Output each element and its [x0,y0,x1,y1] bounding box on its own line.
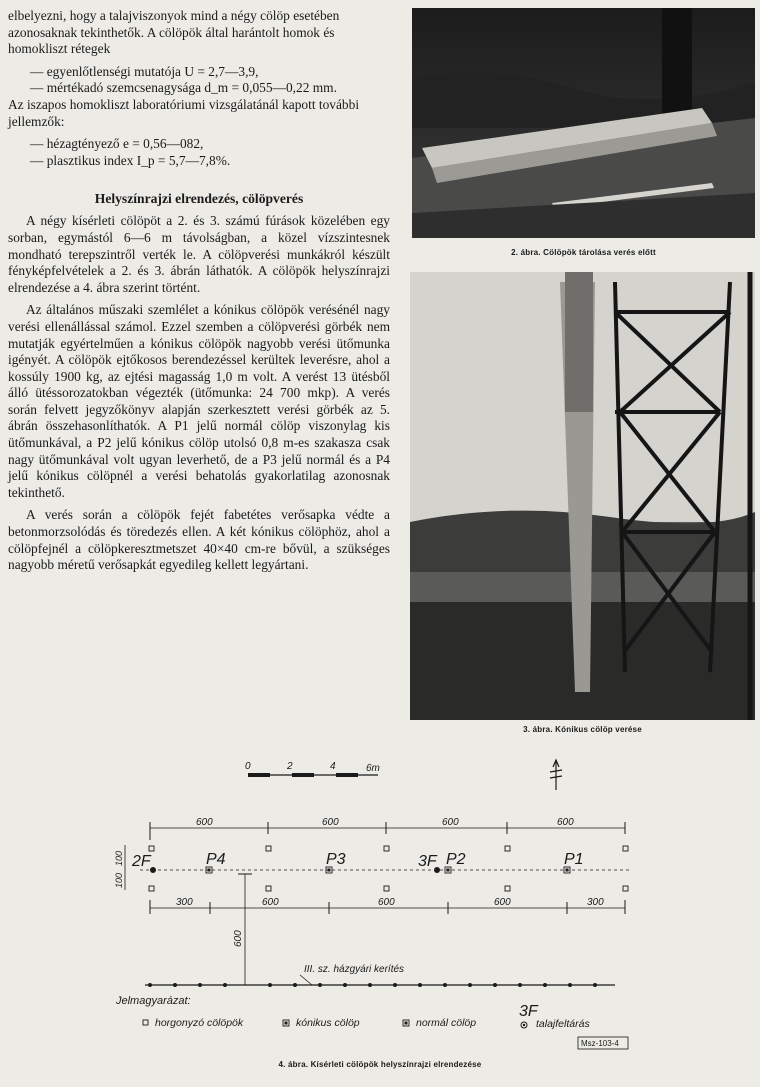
paragraph: A négy kísérleti cölöpöt a 2. és 3. számú fúrások közelében egy sorban, egymástól 6—6 m távolságban, a közel vízszintesnek mondható terepszintről verték le. A cölöpverési munkákról készült fényképfelvételek a 2. és 3. ábrán láthatók. A cölöpök helyszínrajzi elrendezése a 4. ábra szerint történt. [8,213,390,295]
boring-label: 2F [132,853,151,870]
legend-symbol-label: 3F [519,1003,538,1020]
figure-caption: 4. ábra. Kísérleti cölöpök helyszínrajzi elrendezése [278,1060,482,1069]
scale-label: 0 [245,761,251,772]
legend-title: Jelmagyarázat: [116,995,191,1007]
dimension-label: 300 [176,897,193,908]
dimension-label: 600 [557,817,574,828]
dimension-label: 600 [233,930,244,947]
stamp-label: Msz-103-4 [581,1039,619,1048]
list-item: — hézagtényező e = 0,56—082, [30,136,204,152]
north-arrow-icon [550,760,562,790]
paragraph: Az iszapos homokliszt laboratóriumi vizsgálatánál kapott további jellemzők: [8,96,360,129]
list-item: — mértékadó szemcsenagysága d_m = 0,055—0,22 mm. [30,80,337,96]
paragraph: Az általános műszaki szemlélet a kónikus cölöpök verésénél nagy verési ellenállással számol. Ezzel szemben a cölöpverési görbék nem mutatják egyértelműen a kónikus cölöpök nagyobb verési ütőmunka igényét. A cölöpök ejtőkosos berendezéssel kerültek leverésre, ahol a kossúly 1900 kg, az ejtési magasság 1,0 m volt. A verést 13 ütésből álló ütéssorozatokban végezték (ütőmunka: 24 700 mkp). A verés során felvett jegyzőkönyv alapján szerkesztett verési görbék az 5. ábrán összehasonlíthatók. A P1 jelű normál cölöp viszonylag kis ütőmunkával, a P2 jelű kónikus cölöp utolsó 0,8 m-es szakasza csak nagy ütőmunkával volt ugyan leverhető, de a P3 jelű normál és a P4 jelű kónikus cölöpnél a verési behatolás gyakorlatilag azonosnak tekinthető. [8,302,390,500]
photo-pile-storage [412,8,755,238]
pile-label: P2 [446,851,466,868]
dimension-label: 600 [322,817,339,828]
text-column [8,8,390,574]
scale-label: 6m [366,763,380,774]
legend-item: talajfeltárás [536,1018,590,1030]
dimension-label: 600 [196,817,213,828]
legend-item: horgonyzó cölöpök [155,1017,244,1029]
scale-label: 2 [287,761,293,772]
pile-label: P1 [564,851,584,868]
anchor-pile-icon [143,1020,148,1025]
dimension-label: 600 [262,897,279,908]
pile-label: P4 [206,851,226,868]
list-item: — egyenlőtlenségi mutatója U = 2,7—3,9, [30,63,259,79]
figure-caption: 3. ábra. Kónikus cölöp verése [523,725,642,734]
paragraph: A verés során a cölöpök fejét fabetétes verősapka védte a betonmorzsolódás és töredezés ellen. A két kónikus cölöphöz, ahol a cölöpfejnél a cölöpkeresztmetszet 40×40 cm-re bővül, a szükséges nagyobb méretű verősapkát egyedileg kellett legyártani. [8,507,390,573]
dimension-label: 100 [114,850,124,866]
figure-caption: 2. ábra. Cölöpök tárolása verés előtt [511,248,656,257]
site-plan-diagram [0,750,760,1055]
photo-conical-pile-driving [410,272,755,720]
legend-item: kónikus cölöp [296,1017,360,1029]
pile-label: P3 [326,851,346,868]
section-heading: Helyszínrajzi elrendezés, cölöpverés [94,191,304,207]
photo-pile-storage-image [412,8,755,238]
paragraph: elbelyezni, hogy a talajviszonyok mind a négy cölöp esetében azonosaknak tekinthetők. A cölöpök által harántolt homok és homokliszt rétegek [8,8,340,57]
boring-label: 3F [418,853,437,870]
list-item: — plasztikus index I_p = 5,7—7,8%. [30,152,231,168]
scale-label: 4 [330,761,336,772]
legend-item: normál cölöp [416,1017,477,1029]
dimension-label: 600 [442,817,459,828]
legend [143,1003,590,1030]
dimension-label: 100 [114,872,124,888]
scale-bar [245,761,380,777]
dimension-label: 600 [494,897,511,908]
dimension-label: 600 [378,897,395,908]
photo-conical-pile-driving-image [410,272,755,720]
fence-label: III. sz. házgyári kerítés [304,964,405,975]
dimension-label: 300 [587,897,604,908]
